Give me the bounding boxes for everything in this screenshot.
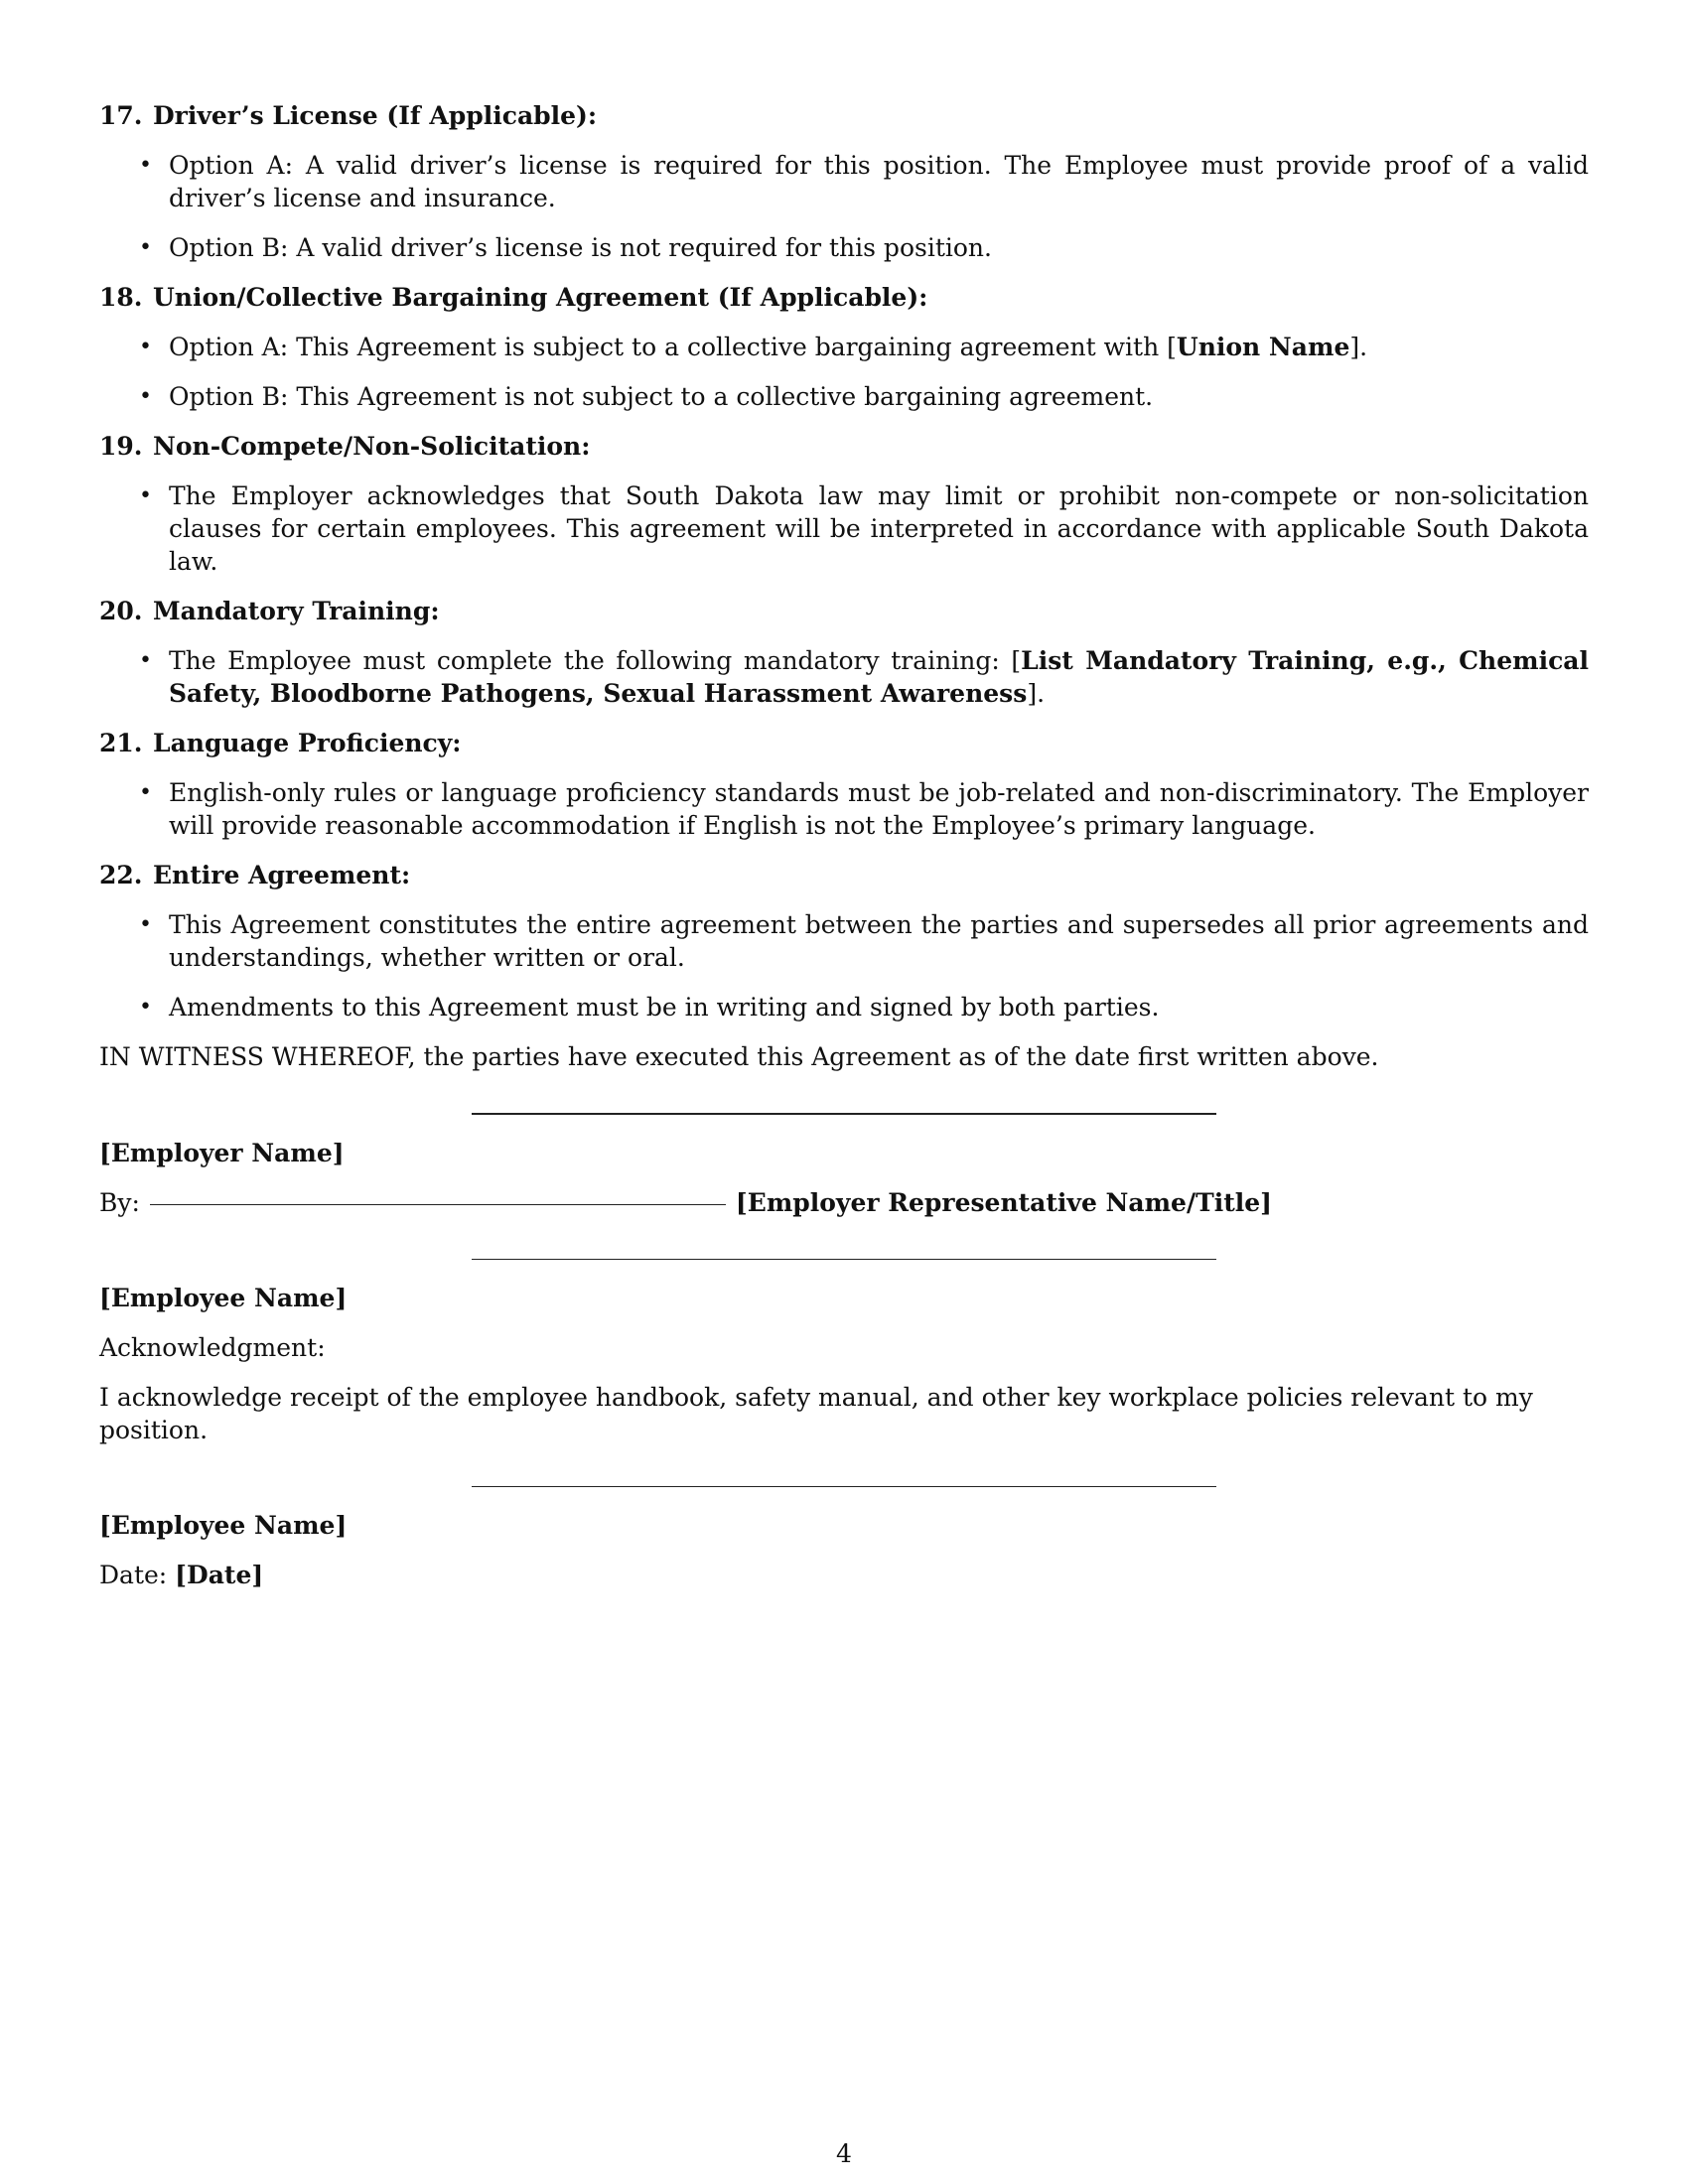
list-item — [99, 380, 1589, 413]
section-heading — [99, 859, 1589, 891]
by-label: By: — [99, 1188, 140, 1217]
section-title: Mandatory Training: — [153, 597, 440, 625]
section-number: 20. — [99, 597, 143, 625]
list-item-text: This Agreement constitutes the entire agreement between the parties and supersedes all prior agreements and understandings, whether written or oral. — [169, 910, 1589, 972]
witness-statement: IN WITNESS WHEREOF, the parties have executed this Agreement as of the date first written above. — [99, 1042, 1379, 1071]
section-heading — [99, 430, 1589, 463]
section-18 — [99, 281, 1589, 413]
section-17 — [99, 99, 1589, 264]
section-number: 17. — [99, 101, 143, 130]
section-number: 18. — [99, 283, 143, 312]
list-item — [99, 644, 1589, 710]
date-label: Date: — [99, 1561, 168, 1589]
list-item-text: The Employer acknowledges that South Dakota law may limit or prohibit non-compete or non-solicitation clauses for certain employees. This agreement will be interpreted in accordance with applicable South Dakota law. — [169, 481, 1589, 576]
bullet-icon: • — [139, 235, 152, 260]
bullet-list — [99, 644, 1589, 710]
list-item — [99, 231, 1589, 264]
bullet-icon: • — [139, 995, 152, 1020]
employer-by-row — [99, 1186, 1589, 1219]
list-item-text-end: ]. — [1349, 333, 1368, 361]
bullet-icon: • — [139, 384, 152, 409]
employer-representative: [Employer Representative Name/Title] — [735, 1188, 1272, 1217]
list-item — [99, 331, 1589, 363]
list-item — [99, 991, 1589, 1024]
section-heading — [99, 99, 1589, 132]
list-item-text: The Employee must complete the following mandatory training: [ — [169, 646, 1022, 675]
section-number: 19. — [99, 432, 143, 461]
list-item — [99, 479, 1589, 578]
bullet-icon: • — [139, 153, 152, 178]
bullet-list — [99, 149, 1589, 264]
section-20 — [99, 595, 1589, 710]
list-item-text: Option B: This Agreement is not subject to a collective bargaining agreement. — [169, 382, 1154, 411]
bullet-icon: • — [139, 335, 152, 359]
list-item-text: Amendments to this Agreement must be in writing and signed by both parties. — [169, 993, 1160, 1022]
bullet-icon: • — [139, 648, 152, 673]
placeholder-training-list: List Mandatory Training, e.g., Chemical Safety, Bloodborne Pathogens, Sexual Harassment Awareness — [169, 646, 1589, 708]
bullet-list — [99, 776, 1589, 842]
acknowledgment-employee-name: [Employee Name] — [99, 1511, 348, 1540]
bullet-list — [99, 479, 1589, 578]
list-item — [99, 776, 1589, 842]
document-page — [99, 99, 1589, 1608]
bullet-icon: • — [139, 483, 152, 508]
date-value: [Date] — [175, 1561, 264, 1589]
section-heading — [99, 281, 1589, 314]
section-title: Driver’s License (If Applicable): — [153, 101, 598, 130]
section-title: Language Proficiency: — [153, 729, 462, 757]
list-item-text: English-only rules or language proficiency standards must be job-related and non-discriminatory. The Employer will provide reasonable accommodation if English is not the Employee’s primary language. — [169, 778, 1589, 840]
employer-representative-placeholder: Employer Representative Name/Title — [747, 1188, 1261, 1217]
bullet-list — [99, 908, 1589, 1024]
date-placeholder: Date — [187, 1561, 252, 1589]
employer-name: [Employer Name] — [99, 1139, 345, 1167]
section-19 — [99, 430, 1589, 578]
acknowledgment-label: Acknowledgment: — [99, 1333, 326, 1362]
by-signature-blank — [150, 1204, 726, 1205]
bullet-list — [99, 331, 1589, 413]
placeholder-union-name: Union Name — [1176, 333, 1350, 361]
section-21 — [99, 727, 1589, 842]
list-item — [99, 149, 1589, 214]
employee-name: [Employee Name] — [99, 1284, 348, 1312]
section-heading — [99, 595, 1589, 627]
section-title: Non-Compete/Non-Solicitation: — [153, 432, 591, 461]
bullet-icon: • — [139, 912, 152, 937]
employee-signature-line — [472, 1259, 1216, 1260]
section-number: 22. — [99, 861, 143, 889]
section-title: Union/Collective Bargaining Agreement (If Applicable): — [153, 283, 928, 312]
employee-name-placeholder: Employee Name — [110, 1284, 336, 1312]
date-row — [99, 1559, 1589, 1591]
employer-signature-line — [472, 1113, 1216, 1115]
section-22 — [99, 859, 1589, 1024]
acknowledgment-text: I acknowledge receipt of the employee handbook, safety manual, and other key workplace policies relevant to my position. — [99, 1383, 1533, 1444]
acknowledgment-employee-name-placeholder: Employee Name — [110, 1511, 336, 1540]
list-item-text: Option B: A valid driver’s license is not required for this position. — [169, 233, 992, 262]
list-item — [99, 908, 1589, 974]
employer-name-placeholder: Employer Name — [110, 1139, 333, 1167]
acknowledgment-signature-line — [472, 1486, 1216, 1487]
list-item-text: Option A: A valid driver’s license is required for this position. The Employee must provide proof of a valid driver’s license and insurance. — [169, 151, 1589, 212]
list-item-text: Option A: This Agreement is subject to a collective bargaining agreement with [ — [169, 333, 1177, 361]
list-item-text-end: ]. — [1027, 679, 1046, 708]
section-number: 21. — [99, 729, 143, 757]
bullet-icon: • — [139, 780, 152, 805]
section-title: Entire Agreement: — [153, 861, 411, 889]
page-number: 4 — [836, 2139, 852, 2168]
section-heading — [99, 727, 1589, 759]
